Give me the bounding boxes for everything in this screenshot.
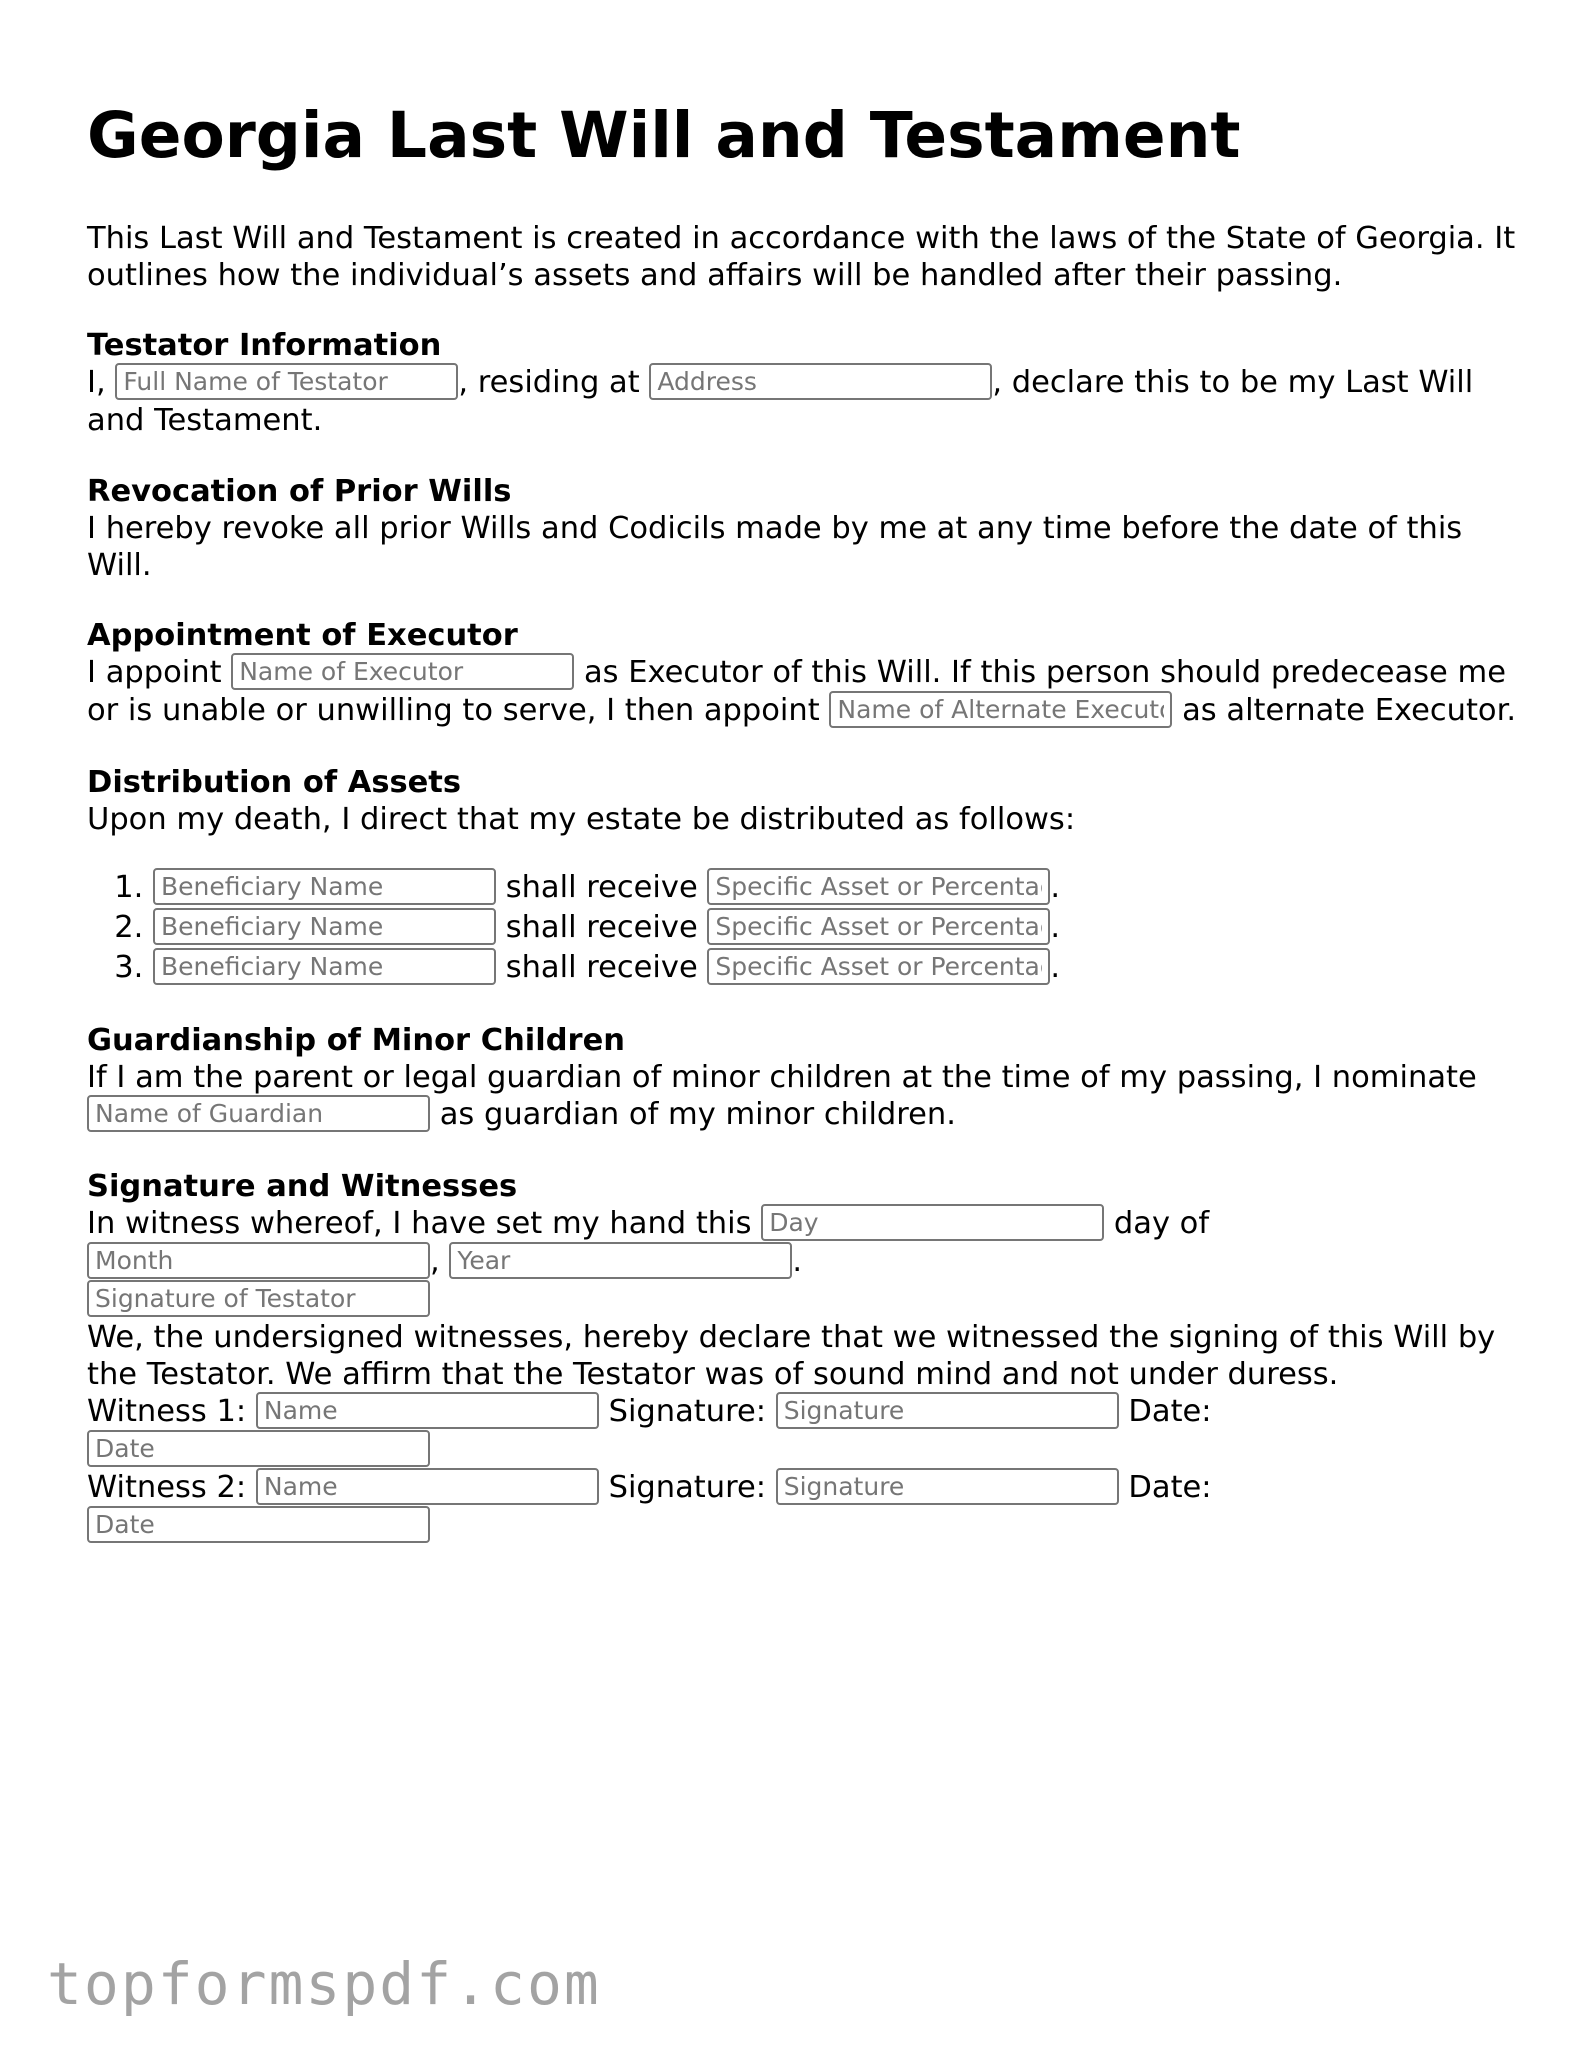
date-comma: ,	[430, 1244, 440, 1280]
witness-2-row	[87, 1469, 1517, 1545]
day-field[interactable]	[761, 1204, 1104, 1241]
item-end: .	[1050, 910, 1061, 946]
beneficiary-2-field[interactable]	[153, 908, 496, 945]
date-period: .	[792, 1244, 803, 1280]
will-document	[87, 100, 1517, 1545]
testator-address-field[interactable]	[649, 363, 992, 400]
revocation-text: I hereby revoke all prior Wills and Codicils made by me at any time before the date of this Will.	[87, 511, 1463, 584]
testator-text-2: , residing at	[458, 365, 640, 401]
distribution-item	[153, 868, 1517, 908]
witness-1-row	[87, 1393, 1517, 1469]
shall-receive-text: shall receive	[505, 950, 698, 986]
executor-heading: Appointment of Executor	[87, 618, 518, 654]
testator-name-field[interactable]	[115, 363, 458, 400]
witness-2-signature-label: Signature:	[608, 1470, 766, 1506]
testator-signature-field[interactable]	[87, 1280, 430, 1317]
signature-date-paragraph	[87, 1205, 1517, 1281]
distribution-item	[153, 908, 1517, 948]
witness-1-name-field[interactable]	[256, 1392, 599, 1429]
witness-2-date-label: Date:	[1128, 1470, 1212, 1506]
item-end: .	[1050, 950, 1061, 986]
guardianship-heading: Guardianship of Minor Children	[87, 1023, 625, 1059]
witness-2-signature-field[interactable]	[776, 1468, 1119, 1505]
distribution-text: Upon my death, I direct that my estate be distributed as follows:	[87, 802, 1076, 838]
testator-text-1: I,	[87, 365, 106, 401]
testator-paragraph	[87, 364, 1517, 439]
witness-1-signature-label: Signature:	[608, 1394, 766, 1430]
witness-2-name-field[interactable]	[256, 1468, 599, 1505]
signature-heading: Signature and Witnesses	[87, 1169, 518, 1205]
testator-signature-row	[87, 1281, 1517, 1319]
witness-statement: We, the undersigned witnesses, hereby declare that we witnessed the signing of this Will by the Testator. We affirm that the Testator was of sound mind and not under duress.	[87, 1320, 1496, 1393]
page-title: Georgia Last Will and Testament	[87, 99, 1241, 172]
beneficiary-1-field[interactable]	[153, 868, 496, 905]
testator-heading: Testator Information	[87, 328, 442, 364]
testator-text-3: , declare this to be my Last Will and Testament.	[87, 365, 1474, 439]
executor-text-2: as Executor of this Will. If this person should predecease me or is unable or unwilling to serve, I then appoint	[87, 655, 1506, 729]
executor-text-3: as alternate Executor.	[1182, 693, 1517, 729]
signature-text-2: day of	[1113, 1206, 1210, 1242]
alternate-executor-field[interactable]	[829, 691, 1172, 728]
distribution-heading: Distribution of Assets	[87, 765, 462, 801]
watermark: topformspdf.com	[47, 1950, 601, 2018]
beneficiary-3-field[interactable]	[153, 948, 496, 985]
asset-1-field[interactable]	[707, 868, 1050, 905]
intro-text: This Last Will and Testament is created in accordance with the laws of the State of Georgia. It outlines how the individual’s assets and affairs will be handled after their passing.	[87, 221, 1516, 294]
shall-receive-text: shall receive	[505, 910, 698, 946]
executor-name-field[interactable]	[231, 653, 574, 690]
executor-text-1: I appoint	[87, 655, 222, 691]
witness-2-label: Witness 2:	[87, 1470, 247, 1506]
revocation-heading: Revocation of Prior Wills	[87, 474, 512, 510]
signature-text-1: In witness whereof, I have set my hand this	[87, 1206, 752, 1242]
witness-1-signature-field[interactable]	[776, 1392, 1119, 1429]
asset-2-field[interactable]	[707, 908, 1050, 945]
guardianship-text-1: If I am the parent or legal guardian of minor children at the time of my passing, I nominate	[87, 1060, 1477, 1096]
distribution-item	[153, 948, 1517, 988]
witness-1-date-field[interactable]	[87, 1430, 430, 1467]
witness-1-date-label: Date:	[1128, 1394, 1212, 1430]
distribution-list	[87, 868, 1517, 988]
witness-1-label: Witness 1:	[87, 1394, 247, 1430]
shall-receive-text: shall receive	[505, 870, 698, 906]
witness-2-date-field[interactable]	[87, 1506, 430, 1543]
item-end: .	[1050, 870, 1061, 906]
executor-paragraph	[87, 654, 1517, 730]
year-field[interactable]	[449, 1242, 792, 1279]
asset-3-field[interactable]	[707, 948, 1050, 985]
guardianship-paragraph	[87, 1059, 1517, 1134]
guardian-name-field[interactable]	[87, 1095, 430, 1132]
month-field[interactable]	[87, 1242, 430, 1279]
guardianship-text-2: as guardian of my minor children.	[439, 1097, 956, 1133]
